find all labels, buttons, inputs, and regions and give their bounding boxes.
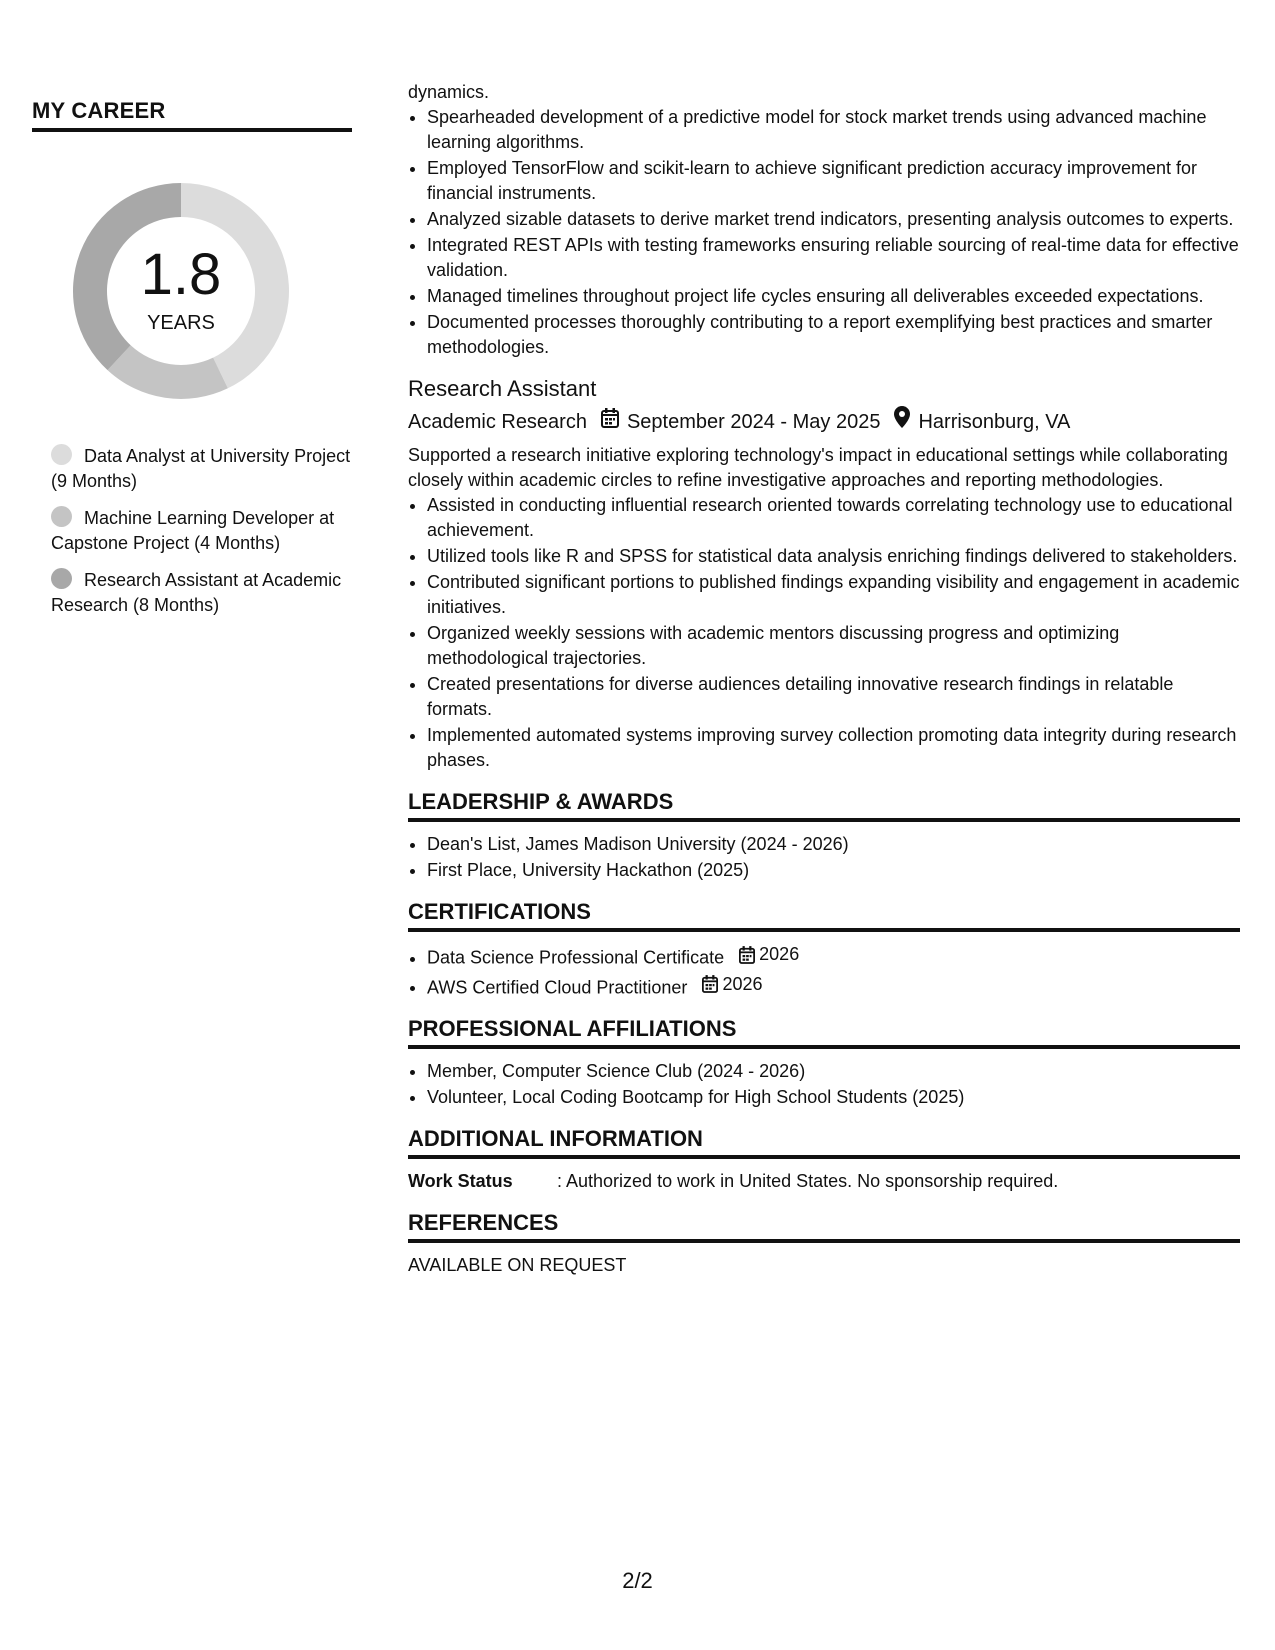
prev-job-bullets — [408, 105, 1240, 360]
calendar-icon — [702, 975, 718, 993]
legend-dot — [51, 444, 72, 465]
work-status-row — [408, 1169, 1240, 1194]
section-title-references: REFERENCES — [408, 1210, 1240, 1243]
main-column — [408, 80, 1240, 1278]
section-title-additional: ADDITIONAL INFORMATION — [408, 1126, 1240, 1159]
list-item: • Spearheaded development of a predictive model for stock market trends using advanced machine learning algorithms. — [427, 105, 1240, 155]
cert-name: Data Science Professional Certificate — [427, 947, 725, 968]
list-item: • Volunteer, Local Coding Bootcamp for High School Students (2025) — [427, 1085, 1240, 1110]
references-text: AVAILABLE ON REQUEST — [408, 1255, 627, 1275]
legend-item — [51, 506, 352, 556]
list-item: • Dean's List, James Madison University (2024 - 2026) — [427, 832, 1240, 857]
legend-item — [51, 444, 352, 494]
legend-label: Data Analyst at University Project (9 Months) — [51, 446, 351, 491]
job-meta — [408, 406, 1240, 437]
job-title: Research Assistant — [408, 376, 597, 401]
donut-slice — [108, 345, 228, 399]
career-total-unit: YEARS — [147, 312, 215, 334]
list-item: • Contributed significant portions to published findings expanding visibility and engagement in academic initiatives. — [427, 570, 1240, 620]
section-title-certifications: CERTIFICATIONS — [408, 899, 1240, 932]
calendar-icon — [601, 407, 619, 437]
legend-dot — [51, 568, 72, 589]
legend-item — [51, 568, 352, 618]
career-total-value: 1.8 — [140, 242, 222, 307]
affiliations-list — [408, 1059, 1240, 1110]
calendar-icon — [739, 946, 755, 964]
list-item — [427, 942, 1240, 971]
cert-year — [702, 972, 762, 997]
list-item: • Utilized tools like R and SPSS for statistical data analysis enriching findings delivered to stakeholders. — [427, 544, 1240, 569]
job-org: Academic Research — [408, 410, 587, 433]
list-item: • Member, Computer Science Club (2024 - 2026) — [427, 1059, 1240, 1084]
list-item: • Implemented automated systems improving survey collection promoting data integrity during research phases. — [427, 723, 1240, 773]
list-item: • Analyzed sizable datasets to derive market trend indicators, presenting analysis outcomes to experts. — [427, 207, 1240, 232]
career-title: MY CAREER — [32, 98, 352, 132]
section-title-affiliations: PROFESSIONAL AFFILIATIONS — [408, 1016, 1240, 1049]
work-status-value: : Authorized to work in United States. No sponsorship required. — [557, 1171, 1059, 1191]
page-number: 2/2 — [622, 1568, 653, 1593]
legend-dot — [51, 506, 72, 527]
list-item: • First Place, University Hackathon (2025) — [427, 858, 1240, 883]
section-title-leadership: LEADERSHIP & AWARDS — [408, 789, 1240, 822]
legend-label: Machine Learning Developer at Capstone Project (4 Months) — [51, 508, 335, 553]
list-item: • Integrated REST APIs with testing frameworks ensuring reliable sourcing of real-time data for effective validation. — [427, 233, 1240, 283]
list-item: • Assisted in conducting influential research oriented towards correlating technology use to educational achievement. — [427, 493, 1240, 543]
list-item: • Managed timelines throughout project life cycles ensuring all deliverables exceeded expectations. — [427, 284, 1240, 309]
cert-year-text: 2026 — [759, 944, 800, 964]
work-status-label: Work Status — [408, 1171, 513, 1191]
career-donut-chart — [66, 176, 296, 406]
legend-label: Research Assistant at Academic Research (8 Months) — [51, 570, 342, 615]
list-item — [427, 972, 1240, 1001]
cert-year — [739, 942, 799, 967]
list-item: • Employed TensorFlow and scikit-learn to achieve significant prediction accuracy improvement for financial instruments. — [427, 156, 1240, 206]
prev-job-intro-tail: dynamics. — [408, 82, 490, 102]
cert-year-text: 2026 — [722, 973, 763, 994]
job-summary: Supported a research initiative exploring technology's impact in educational settings while collaborating closely within academic circles to refine investigative approaches and reporting methodologies. — [408, 445, 1228, 490]
list-item: • Organized weekly sessions with academic mentors discussing progress and optimizing methodological trajectories. — [427, 621, 1240, 671]
leadership-list — [408, 832, 1240, 883]
list-item: • Created presentations for diverse audiences detailing innovative research findings in relatable formats. — [427, 672, 1240, 722]
cert-name: AWS Certified Cloud Practitioner — [427, 977, 688, 997]
job-location: Harrisonburg, VA — [918, 410, 1071, 433]
list-item: • Documented processes thoroughly contributing to a report exemplifying best practices and smarter methodologies. — [427, 310, 1240, 360]
location-pin-icon — [894, 406, 910, 437]
job-dates: September 2024 - May 2025 — [626, 410, 881, 433]
career-sidebar — [32, 98, 352, 630]
certifications-list — [408, 942, 1240, 1000]
career-legend — [32, 444, 352, 618]
research-job-bullets — [408, 493, 1240, 773]
